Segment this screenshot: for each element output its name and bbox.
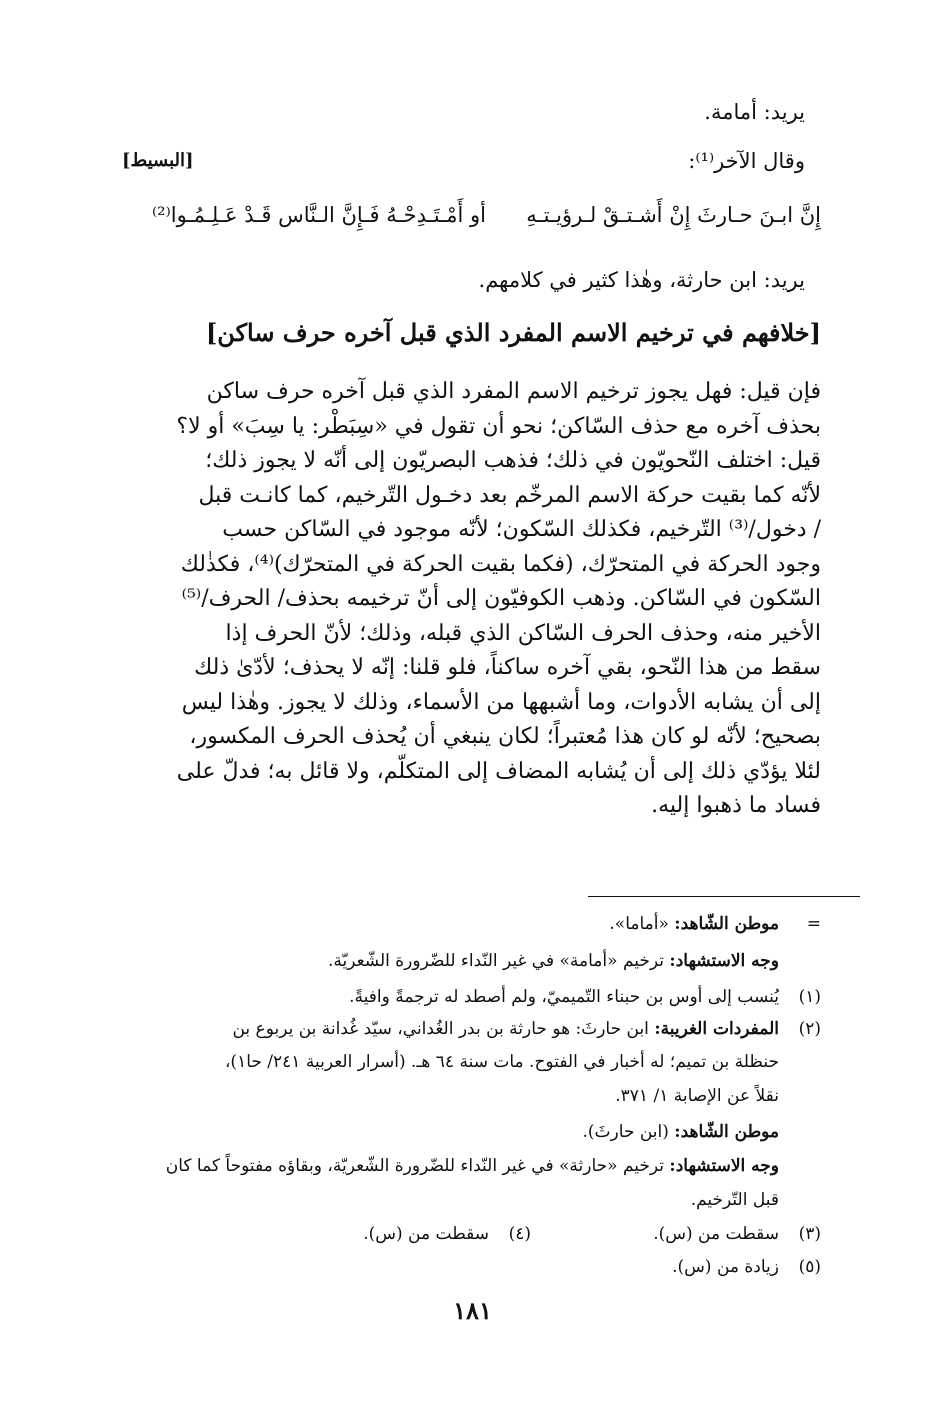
footnote-label: موطن الشّاهد: [674,914,779,934]
verse-hemistich-1: إِنَّ ابـنَ حـارثَ إِنْ أَشـتـقْ لـرؤيـتـهِ [526,203,821,227]
paragraph-line: السّكون في السّاكن. وذهب الكوفيّون إلى أنّ ترخيمه بحذف/ الحرف/⁽⁵⁾ [181,586,821,611]
footnote-text: سقطت من (س). [363,1224,489,1244]
paragraph-line: لأنّه كما بقيت حركة الاسم المرخّم بعد دخـول التّرخيم، كما كانـت قبل [198,482,821,508]
footnote-1 [118,983,821,1011]
paragraph-line: إلى أن يشابه الأدوات، وما أشبهها من الأسماء، وذلك لا يجوز. وهٰذا ليس [181,689,821,715]
footnote-separator [588,896,860,897]
paragraph-line: سقط من هذا النّحو، بقي آخره ساكناً، فلو قلنا: إنّه لا يحذف؛ لأدّىٰ ذلك [194,655,821,680]
footnote-label: موطن الشّاهد: [674,1122,779,1142]
footnote-text: ابن حارثَ: هو حارثة بن بدر الغُداني، سيّد غُدانة بن يربوع بن [232,1019,649,1039]
verse-explanation: يريد: ابن حارثة، وهٰذا كثير في كلامهم. [478,268,805,292]
footnote-2-wajh-end [118,1186,821,1214]
footnote-text: حنظلة بن تميم؛ له أخبار في الفتوح. مات سنة ٦٤ هـ. (أسرار العربية ٢٤١/ حا١)، [224,1052,779,1072]
footnote-2-mawtin [118,1118,821,1146]
verse-hemistich-2: أو أَمْـتَـدِحْـهُ فَـإِنَّ الـنَّاس قَـدْ عَـلِـمُـوا⁽²⁾ [152,203,486,227]
paragraph-line: بحذف آخره مع حذف السّاكن؛ نحو أن تقول في «سِبَطْر: يا سِبَ» أو لا؟ [176,413,821,439]
footnote-mark: (٣) [798,1224,821,1244]
footnote-4 [118,1220,531,1248]
page-number: ١٨١ [453,1296,492,1325]
footnote-text: «أماما». [609,914,669,934]
footnote-mark: (٤) [508,1224,531,1244]
footnote-mark: (١) [798,987,821,1007]
footnote-text: نقلاً عن الإصابة ١/ ٣٧١. [615,1086,779,1106]
main-paragraph [122,375,821,824]
footnote-2-line2 [118,1048,821,1076]
paragraph-line: فإن قيل: فهل يجوز ترخيم الاسم المفرد الذي قبل آخره حرف ساكن [206,379,821,404]
section-heading: [خلافهم في ترخيم الاسم المفرد الذي قبل آخره حرف ساكن] [205,318,821,347]
footnote-text: زيادة من (س). [672,1257,779,1277]
footnote-text: (ابن حارثَ). [582,1122,669,1142]
footnote-5 [118,1253,821,1281]
footnote-continuation [118,910,821,938]
footnote-mark: (٥) [798,1257,821,1277]
paragraph-line: فساد ما ذهبوا إليه. [651,793,821,818]
footnote-text: ترخيم «أمامة» في غير النّداء للضّرورة الشّعريّة. [327,951,665,971]
paragraph-line: بصحيح؛ لأنّه لو كان هذا مُعتبراً؛ لكان ينبغي أن يُحذف الحرف المكسور، [189,724,821,749]
meter-label: [البسيط] [122,150,194,171]
footnote-continuation-wajh [118,947,821,975]
footnote-text: يُنسب إلى أوس بن حبناء التّميميّ، ولم أصطد له ترجمةً وافيةً. [349,987,779,1007]
footnote-label: وجه الاستشهاد: [669,951,779,971]
paragraph-line: / دخول/⁽³⁾ التّرخيم، فكذلك السّكون؛ لأنّه موجود في السّاكن حسب [222,517,821,542]
footnote-label: وجه الاستشهاد: [669,1156,779,1176]
footnote-mark: (٢) [798,1019,821,1039]
footnote-2 [118,1015,821,1043]
footnote-2-wajh [118,1152,821,1180]
paragraph-line: لئلا يؤدّي ذلك إلى أن يُشابه المضاف إلى المتكلّم، ولا قائل به؛ فدلّ على [176,758,821,784]
footnote-text: ترخيم «حارثة» في غير النّداء للضّرورة الشّعريّة، وبقاؤه مفتوحاً كما كان [165,1156,665,1176]
footnote-mark: = [806,914,821,934]
footnote-2-line3 [118,1082,821,1110]
paragraph-line: قيل: اختلف النّحويّون في ذلك؛ فذهب البصريّون إلى أنّه لا يجوز ذلك؛ [205,448,821,473]
footnote-text: قبل التّرخيم. [690,1190,779,1210]
paragraph-line: وجود الحركة في المتحرّك، (فكما بقيت الحركة في المتحرّك)⁽⁴⁾، فكذٰلك [180,551,821,577]
poet-intro-line: وقال الآخر⁽¹⁾: [688,149,805,173]
intro-line: يريد: أمامة. [704,100,805,124]
paragraph-line: الأخير منه، وحذف الحرف السّاكن الذي قبله، وذلك؛ لأنّ الحرف إذا [225,620,821,646]
footnote-text: سقطت من (س). [653,1224,779,1244]
footnote-label: المفردات الغريبة: [654,1019,779,1039]
